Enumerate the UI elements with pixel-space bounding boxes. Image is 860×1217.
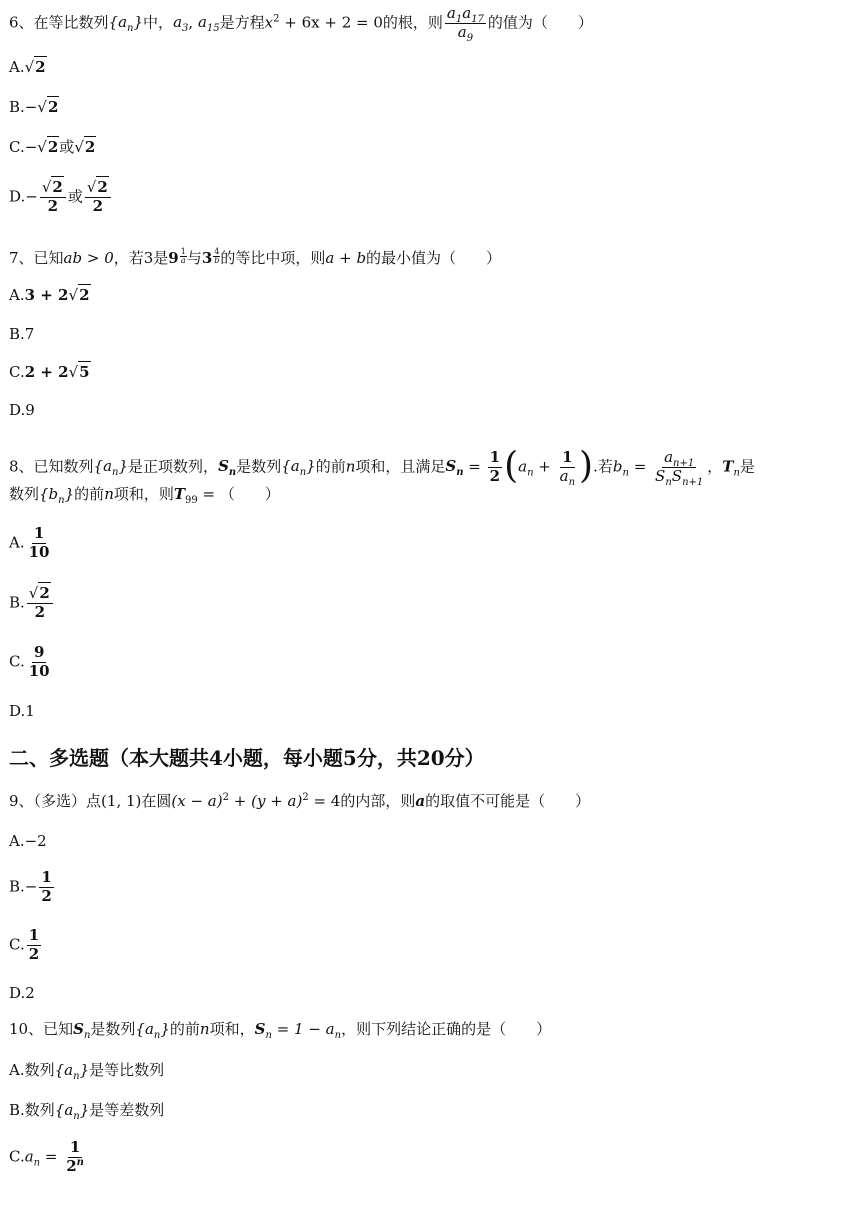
q10-lead: 10、已知 (9, 1020, 74, 1038)
q6-opt-b-rad: 2 (47, 98, 59, 116)
q6-opt-d-frac1-num (40, 180, 66, 198)
q8-n: n (345, 457, 356, 476)
q8-line2-tail: = （ ） (197, 485, 280, 503)
q8-opt-a-label: A. (9, 533, 25, 552)
q6-is-root: 是方程 (219, 13, 265, 32)
q7-ab: ab > 0 (63, 249, 114, 267)
q8-ruo: .若 (593, 457, 613, 476)
q6-frac-num-sub1: 1 (455, 14, 463, 25)
q8-option-c (9, 645, 54, 680)
q8-seq2 (281, 457, 316, 479)
q8-b: b (612, 457, 623, 476)
q10-S2-sub: n (265, 1030, 272, 1041)
q6-seq-sub: n (127, 23, 134, 35)
q9-point: (1, 1) (101, 792, 142, 810)
q10-opt-c-num: 1 (69, 1138, 81, 1156)
q10-opt-a-post: 是等比数列 (89, 1061, 165, 1079)
q6-opt-a-sqrt: √2 (24, 58, 46, 76)
q10-stem (9, 1020, 552, 1041)
q10-opt-b-post: 是等差数列 (89, 1101, 165, 1119)
q8-is: 是 (739, 457, 755, 476)
q8-T-sub: n (733, 467, 740, 479)
q10-eq-sub: n (334, 1030, 342, 1041)
q10-opt-b-seq (54, 1101, 90, 1122)
q10-tail: ，则下列结论正确的是（ ） (341, 1020, 552, 1038)
q6-opt-d-den1: 2 (47, 196, 59, 215)
q7-exp1-num: 1 (180, 247, 186, 256)
q6-a15 (197, 13, 220, 35)
q6-opt-c-neg: − (24, 138, 38, 156)
q8-comma: ， (707, 457, 723, 476)
q8-opt-c-den: 10 (28, 661, 50, 680)
q9-tail: 的取值不可能是（ ） (425, 792, 591, 810)
q6-opt-d-rad2: 2 (97, 178, 108, 196)
q7-nine: 9 (168, 249, 179, 267)
q10-S: S (73, 1020, 84, 1038)
q10-seq-sub: n (153, 1030, 161, 1041)
q7-opt-a-pre: 3 + 2 (24, 286, 69, 304)
q7-opt-c-sqrt: √5 (68, 363, 90, 381)
q7-opt-a-sqrt: √2 (68, 286, 90, 304)
q8-eq: = (463, 457, 486, 476)
q10-n: n (199, 1020, 210, 1038)
q8-line2-seq-close: } (64, 485, 75, 503)
q10-opt-c-den-base: 2 (66, 1156, 77, 1175)
q8-b-sub: n (622, 467, 629, 479)
q6-opt-c-label: C. (9, 138, 25, 156)
q8-half-num: 1 (489, 448, 501, 466)
q8-is-sum: 是数列 (236, 457, 282, 476)
q6-a3 (173, 13, 189, 35)
q10-opt-a-seq-a: {a (54, 1061, 74, 1079)
q6-frac-num-a17: a (462, 4, 472, 22)
q6-eq-rest: + 6x + 2 = 0 (279, 13, 383, 32)
q6-opt-b-sqrt: √2 (37, 98, 59, 116)
q9-lhs1: (x − a) (171, 792, 223, 810)
q8-inv-num: 1 (562, 448, 573, 466)
q6-opt-d-or: 或 (67, 187, 83, 206)
q9-sq2: 2 (302, 792, 309, 803)
q6-mid: 中， (143, 13, 174, 32)
q6-stem (9, 4, 593, 44)
q7-opt-c-label: C. (9, 363, 25, 381)
q8-half (488, 450, 502, 485)
q7-option-a (9, 288, 91, 303)
q8-bn-den (653, 466, 705, 488)
q6-frac-den (456, 22, 475, 44)
q8-opt-c-label: C. (9, 652, 25, 671)
q8-opt-b-rad: 2 (39, 584, 50, 602)
q6-a15-base: a (197, 13, 207, 32)
q6-of-root: 的根，则 (382, 13, 443, 32)
q6-option-a (9, 60, 47, 75)
q8-opt-c-num: 9 (33, 643, 45, 661)
q10-of: 的前 (169, 1020, 200, 1038)
q8-option-d: D.1 (9, 702, 35, 720)
q8-of: 的前 (315, 457, 346, 476)
q7-tail: 的最小值为（ ） (366, 249, 502, 267)
q6-opt-c-rad2: 2 (84, 138, 96, 156)
q8-line2-terms: 项和，则 (113, 485, 174, 503)
q9-a: a (415, 792, 426, 810)
q8-seq2-a: {a (281, 457, 300, 476)
q6-option-d (9, 180, 113, 215)
q7-exp2-num: 4 (214, 247, 220, 256)
q6-option-b (9, 100, 59, 115)
q10-terms: 项和， (209, 1020, 255, 1038)
q8-S2-sub: n (456, 467, 464, 479)
q10-opt-c-den (64, 1158, 86, 1175)
q8-seq-sub: n (112, 467, 119, 479)
q8-option-b (9, 586, 55, 621)
q10-opt-b-seq-sub: n (73, 1111, 80, 1122)
q9-option-b (9, 870, 56, 905)
q10-opt-a-seq-sub: n (73, 1071, 80, 1082)
q9-rhs: = 4 (308, 792, 341, 810)
q8-seq-close: } (118, 457, 129, 476)
q6-eq-x: x (264, 13, 274, 32)
q9-opt-b-den: 2 (41, 886, 52, 905)
q8-an-sub: n (527, 467, 534, 479)
q8-S2: S (445, 457, 457, 476)
q10-opt-b-seq-close: } (79, 1101, 90, 1119)
q10-seq-a: {a (135, 1020, 154, 1038)
q9-plus: + (228, 792, 252, 810)
q6-option-c (9, 140, 96, 155)
q6-a3-base: a (173, 13, 183, 32)
q8-bn-num (662, 450, 696, 468)
q6-opt-d-frac2-num (85, 180, 111, 198)
q8-seq2-close: } (306, 457, 316, 476)
q8-line2-seq (39, 485, 75, 506)
q6-frac-num-sub17: 17 (471, 14, 484, 25)
q10-seq (135, 1020, 170, 1041)
q6-opt-c-or: 或 (59, 138, 75, 156)
q8-line2-seq-sub: n (58, 495, 65, 506)
q9-inside: 的内部，则 (340, 792, 416, 810)
q7-mid1: ，若3是 (113, 249, 169, 267)
q9-option-c (9, 928, 43, 963)
q7-exp1-den: a (180, 256, 186, 265)
q7-sum: a + b (325, 249, 367, 267)
q8-bn-den-sub2: n+1 (682, 476, 704, 488)
q6-opt-d-neg: − (25, 187, 38, 206)
q8-inv-den (558, 466, 577, 488)
q8-inv-den-a: a (559, 466, 569, 485)
q7-stem (9, 248, 501, 266)
q8-bn-frac (653, 448, 705, 488)
q9-opt-c-label: C. (9, 935, 25, 954)
q6-opt-b-label: B. (9, 98, 25, 116)
q8-half-den: 2 (489, 466, 501, 485)
q7-opt-a-rad: 2 (79, 286, 90, 304)
q8-stem-line1 (9, 445, 755, 488)
q6-seq (108, 13, 144, 35)
q8-opt-b-den: 2 (34, 602, 46, 621)
q8-lead: 8、已知数列 (9, 457, 94, 476)
q6-lead: 6、在等比数列 (9, 13, 109, 32)
q8-line2-n: n (104, 485, 114, 503)
q6-opt-d-frac1 (40, 180, 66, 215)
q10-opt-b-pre: B.数列 (9, 1101, 55, 1119)
q6-eq-pow: 2 (273, 13, 280, 25)
q6-frac-den-a: a (457, 22, 467, 41)
q6-opt-c-sqrt2: √2 (74, 138, 96, 156)
q6-opt-b-neg: − (24, 98, 38, 116)
q8-bn-den-S2: S (671, 466, 683, 485)
q8-line2-T99-sub: 99 (185, 495, 198, 506)
q8-rparen: ) (579, 445, 594, 487)
q9-option-d: D.2 (9, 984, 35, 1002)
q10-opt-c-den-pow: n (76, 1156, 84, 1168)
q6-seq-close: } (133, 13, 144, 32)
q9-in-circle: 在圆 (141, 792, 172, 810)
q9-sq1: 2 (222, 792, 229, 803)
q9-opt-c-num: 1 (28, 926, 40, 944)
q10-opt-b-seq-a: {a (54, 1101, 74, 1119)
q10-opt-a-seq (54, 1061, 90, 1082)
q7-opt-c-pre: 2 + 2 (24, 363, 69, 381)
q8-Sn2 (445, 457, 464, 479)
q8-opt-b-frac (27, 586, 53, 621)
q9-lhs2: (y + a) (251, 792, 303, 810)
q6-opt-d-frac2 (85, 180, 111, 215)
q8-S-sub: n (228, 467, 237, 479)
q8-line2-T: T (173, 485, 186, 503)
q10-opt-c-label: C. (9, 1147, 25, 1166)
q6-a15-sub: 15 (206, 23, 220, 35)
q8-opt-b-num (27, 586, 53, 604)
q7-three: 3 (201, 249, 213, 267)
q8-seq-a: {a (93, 457, 113, 476)
q6-opt-d-den2: 2 (92, 196, 104, 215)
q8-lparen: ( (504, 445, 519, 487)
q8-option-a (9, 526, 53, 561)
q6-opt-d-sqrt2: √2 (86, 178, 108, 196)
q8-bn-den-S1: S (655, 466, 666, 485)
q8-bn-num-sub: n+1 (673, 458, 695, 469)
q6-opt-c-sqrt1: √2 (37, 138, 59, 156)
q8-opt-b-sqrt: √2 (28, 584, 50, 602)
q7-exp2-den: b (214, 256, 220, 265)
q8-seq (93, 457, 129, 479)
q9-opt-b-num: 1 (41, 868, 52, 886)
q7-opt-c-rad: 5 (79, 363, 90, 381)
q10-seq-close: } (160, 1020, 170, 1038)
q7-exp1 (180, 248, 187, 265)
q8-T: T (722, 457, 734, 476)
q6-opt-a-label: A. (9, 58, 25, 76)
q9-opt-c-frac (27, 928, 41, 963)
q10-opt-c-an-sub: n (33, 1157, 41, 1169)
q8-line2-seq-b: {b (39, 485, 59, 503)
q7-mid2: 的等比中项，则 (220, 249, 326, 267)
q6-frac-num (445, 6, 486, 24)
q9-lead: 9、（多选）点 (9, 792, 102, 810)
q8-line2-of: 的前 (74, 485, 105, 503)
q8-seq2-sub: n (299, 467, 307, 479)
q6-frac-den-sub: 9 (466, 32, 474, 44)
q8-stem-line2 (9, 485, 280, 506)
q6-opt-d-rad1: 2 (52, 178, 63, 196)
q10-opt-c-frac (64, 1140, 86, 1175)
q8-inv (558, 448, 577, 488)
q10-option-c (9, 1140, 88, 1175)
q10-option-b (9, 1101, 165, 1122)
q8-opt-a-num: 1 (33, 524, 45, 542)
q7-with: 与 (186, 249, 202, 267)
q9-opt-c-den: 2 (28, 944, 40, 963)
q9-option-a: A.−2 (9, 832, 47, 850)
q7-option-c (9, 365, 91, 380)
q7-option-d: D.9 (9, 401, 35, 419)
q9-opt-b-label: B. (9, 877, 25, 896)
q8-opt-a-den: 10 (28, 542, 50, 561)
q6-tail: 的值为（ ） (487, 13, 593, 32)
q8-opt-c-frac (27, 645, 52, 680)
q10-S2: S (254, 1020, 266, 1038)
q8-bn-num-a: a (664, 448, 674, 466)
q8-line2-a: 数列 (9, 485, 40, 503)
q10-opt-a-pre: A.数列 (9, 1061, 55, 1079)
q8-bn-den-sub1: n (665, 476, 672, 488)
q6-seq-a: {a (108, 13, 128, 32)
q10-opt-a-seq-close: } (79, 1061, 90, 1079)
q8-an: a (518, 457, 528, 476)
q8-opt-a-frac (27, 526, 52, 561)
q8-eq2: = (628, 457, 652, 476)
q6-frac-num-a1: a (446, 4, 456, 22)
q9-opt-b-neg: − (24, 877, 38, 896)
q8-S: S (218, 457, 229, 476)
section-heading: 二、多选题（本大题共4小题，每小题5分，共20分） (9, 746, 485, 770)
q8-pos: 是正项数列， (128, 457, 219, 476)
q10-option-a (9, 1061, 165, 1082)
q8-opt-b-label: B. (9, 593, 25, 612)
q10-opt-c-an: a (24, 1147, 34, 1166)
q10-S-sub: n (83, 1030, 91, 1041)
q9-stem (9, 794, 590, 809)
q9-opt-b-frac (39, 870, 53, 905)
q7-opt-a-label: A. (9, 286, 25, 304)
q6-fraction (445, 4, 486, 44)
q8-terms: 项和，且满足 (355, 457, 446, 476)
q10-eq: = 1 − a (271, 1020, 335, 1038)
q6-a3-sub: 3 (182, 23, 189, 35)
q8-plus: + (533, 457, 556, 476)
q10-opt-c-eq: = (40, 1147, 63, 1166)
q8-Sn (218, 457, 237, 479)
q6-opt-a-rad: 2 (35, 58, 46, 76)
q7-option-b: B.7 (9, 325, 35, 343)
q6-opt-d-sqrt1: √2 (41, 178, 63, 196)
q7-lead: 7、已知 (9, 249, 64, 267)
q8-inv-den-sub: n (568, 476, 576, 488)
q6-opt-d-label: D. (9, 187, 26, 206)
q6-comma: , (188, 13, 198, 32)
q10-is-sum: 是数列 (90, 1020, 136, 1038)
q6-opt-c-rad1: 2 (47, 138, 59, 156)
